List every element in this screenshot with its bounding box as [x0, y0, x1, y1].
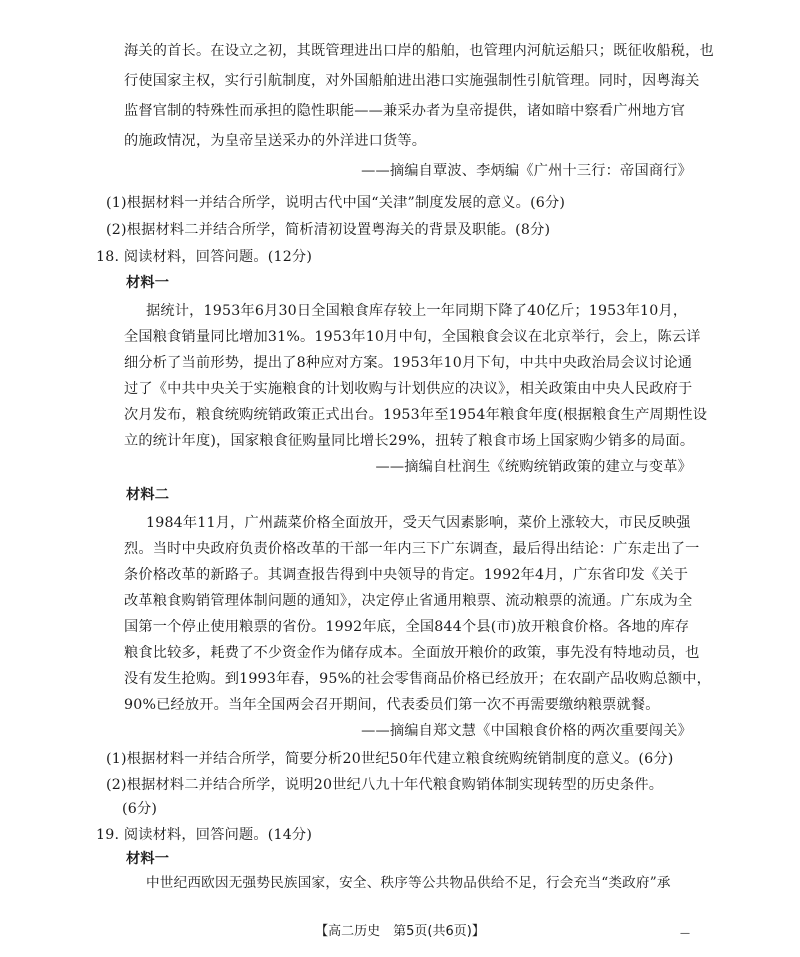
question-18-1: (1)根据材料一并结合所学，简要分析20世纪50年代建立粮食统购统销制度的意义。(6分) [106, 751, 674, 767]
text-line: 细分析了当前形势，提出了8种应对方案。1953年10月下旬，中共中央政治局会议讨论通 [124, 355, 693, 371]
question-19-title: 19. 阅读材料，回答问题。(14分) [96, 827, 313, 843]
question-18-title: 18. 阅读材料，回答问题。(12分) [96, 249, 313, 265]
text-line: 次月发布，粮食统购统销政策正式出台。1953年至1954年粮食年度(根据粮食生产周期性设 [124, 407, 708, 423]
question-17-1: (1)根据材料一并结合所学，说明古代中国“关津”制度发展的意义。(6分) [106, 195, 566, 211]
text-line: 条价格改革的新路子。其调查报告得到中央领导的肯定。1992年4月，广东省印发《关于 [124, 567, 689, 583]
text-line: 90%已经放开。当年全国两会召开期间，代表委员们第一次不再需要缴纳粮票就餐。 [124, 697, 660, 713]
text-line: 立的统计年度)，国家粮食征购量同比增长29%，扭转了粮食市场上国家购少销多的局面。 [124, 433, 695, 449]
text-line: 烈。当时中央政府负责价格改革的干部一年内三下广东调查，最后得出结论：广东走出了一 [124, 541, 700, 557]
text-line: 改革粮食购销管理体制问题的通知》，决定停止省通用粮票、流动粮票的流通。广东成为全 [124, 593, 693, 609]
citation: ——摘编自杜润生《统购统销政策的建立与变革》 [375, 459, 692, 475]
corner-mark: — [680, 928, 690, 939]
text-line: 全国粮食销量同比增加31%。1953年10月中旬，全国粮食会议在北京举行，会上，陈云详 [124, 329, 701, 345]
text-line: 监督官制的特殊性而承担的隐性职能——兼采办者为皇帝提供，诸如暗中察看广州地方官 [124, 103, 686, 119]
material-label: 材料一 [126, 275, 170, 291]
text-line: 中世纪西欧因无强势民族国家，安全、秩序等公共物品供给不足，行会充当“类政府”承 [146, 875, 671, 891]
text-line: 国第一个停止使用粮票的省份。1992年底，全国844个县(市)放开粮食价格。各地的库存 [124, 619, 690, 635]
text-line: 行使国家主权，实行引航制度，对外国船舶进出港口实施强制性引航管理。同时，因粤海关 [124, 73, 700, 89]
question-17-2: (2)根据材料二并结合所学，简析清初设置粤海关的背景及职能。(8分) [106, 222, 551, 238]
citation: ——摘编自覃波、李炳编《广州十三行：帝国商行》 [361, 163, 692, 179]
text-line: 的施政情况，为皇帝呈送采办的外洋进口货等。 [124, 133, 427, 149]
citation: ——摘编自郑文慧《中国粮食价格的两次重要闯关》 [361, 723, 692, 739]
text-line: 据统计，1953年6月30日全国粮食库存较上一年同期下降了40亿斤；1953年10月， [146, 303, 688, 319]
score-label: (6分) [122, 801, 158, 817]
material-label: 材料一 [126, 851, 170, 867]
page-footer: 【高二历史 第5页(共6页)】 [315, 924, 485, 939]
material-label: 材料二 [126, 487, 170, 503]
question-18-2: (2)根据材料二并结合所学，说明20世纪八九十年代粮食购销体制实现转型的历史条件。 [106, 777, 664, 793]
text-line: 1984年11月，广州蔬菜价格全面放开，受天气因素影响，菜价上涨较大，市民反映强 [146, 515, 691, 531]
text-line: 过了《中共中央关于实施粮食的计划收购与计划供应的决议》，相关政策由中央人民政府于 [124, 381, 693, 397]
text-line: 没有发生抢购。到1993年春，95%的社会零售商品价格已经放开；在农副产品收购总额中， [124, 671, 711, 687]
text-line: 海关的首长。在设立之初，其既管理进出口岸的船舶，也管理内河航运船只；既征收船税，也 [124, 43, 714, 59]
text-line: 粮食比较多，耗费了不少资金作为储存成本。全面放开粮价的政策，事先没有特地动员，也 [124, 645, 700, 661]
